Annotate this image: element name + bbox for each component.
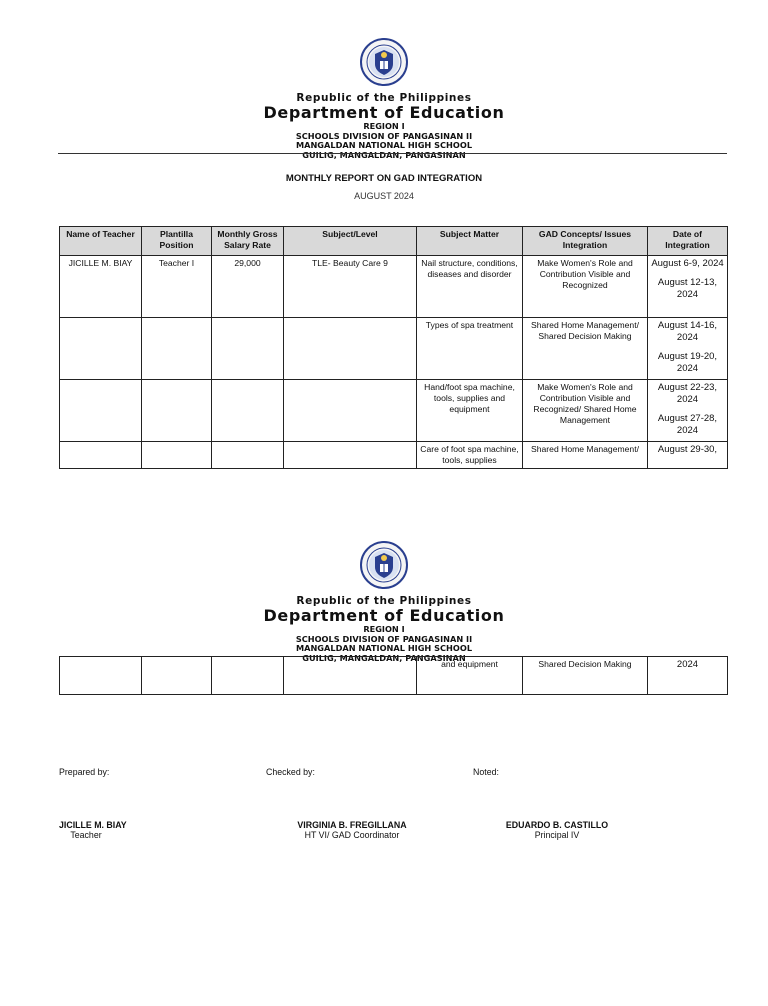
- col-header-salary: Monthly Gross Salary Rate: [212, 227, 284, 256]
- division-label: SCHOOLS DIVISION OF PANGASINAN II: [295, 633, 473, 644]
- noted-label: Noted:: [473, 767, 499, 777]
- col-header-name: Name of Teacher: [60, 227, 142, 256]
- table-row: [60, 657, 728, 695]
- gad-table: [59, 226, 728, 469]
- header-divider: [58, 153, 727, 154]
- department-title: Department of Education: [263, 606, 505, 625]
- table-row: [60, 318, 728, 380]
- cell-date: [648, 318, 728, 380]
- page-header: [0, 38, 768, 160]
- cell-date: [648, 380, 728, 442]
- cell-name: [60, 657, 142, 695]
- noted-title: Principal IV: [534, 830, 580, 840]
- school-label: MANGALDAN NATIONAL HIGH SCHOOL: [295, 643, 473, 653]
- cell-name: [60, 318, 142, 380]
- date-entry: August 12-13, 2024: [657, 277, 718, 300]
- table-row: [60, 256, 728, 318]
- report-title: MONTHLY REPORT ON GAD INTEGRATION: [285, 173, 483, 184]
- prepared-name: JICILLE M. BIAY: [59, 820, 127, 830]
- cell-matter: Hand/foot spa machine, tools, supplies and equipment: [417, 380, 523, 442]
- noted-signature: [494, 820, 620, 840]
- table-row: [60, 442, 728, 469]
- cell-subject: [284, 442, 417, 469]
- prepared-title: Teacher: [70, 830, 102, 840]
- table-row: [60, 380, 728, 442]
- noted-name: EDUARDO B. CASTILLO: [505, 820, 609, 830]
- date-entry: August 19-20, 2024: [657, 351, 718, 374]
- cell-gad: Shared Decision Making: [523, 657, 648, 695]
- date-entry: August 6-9, 2024: [651, 258, 724, 269]
- table-header-row: [60, 227, 728, 256]
- school-label: MANGALDAN NATIONAL HIGH SCHOOL: [295, 140, 473, 150]
- address-label: GUILIG, MANGALDAN, PANGASINAN: [302, 652, 466, 663]
- cell-date: [648, 256, 728, 318]
- cell-matter: Care of foot spa machine, tools, supplies: [417, 442, 523, 469]
- deped-seal-icon: [360, 38, 408, 86]
- cell-matter: Types of spa treatment: [417, 318, 523, 380]
- cell-name: [60, 380, 142, 442]
- cell-position: [142, 380, 212, 442]
- page-header: [0, 541, 768, 663]
- cell-subject: TLE- Beauty Care 9: [284, 256, 417, 318]
- checked-signature: [280, 820, 424, 840]
- cell-subject: [284, 318, 417, 380]
- cell-salary: [212, 442, 284, 469]
- col-header-position: Plantilla Position: [142, 227, 212, 256]
- cell-position: [142, 318, 212, 380]
- cell-position: [142, 442, 212, 469]
- col-header-matter: Subject Matter: [417, 227, 523, 256]
- republic-label: Republic of the Philippines: [296, 92, 472, 104]
- checked-name: VIRGINIA B. FREGILLANA: [297, 820, 407, 830]
- prepared-signature: [59, 820, 127, 840]
- cell-gad: Shared Home Management/ Shared Decision Making: [523, 318, 648, 380]
- deped-seal-icon: [360, 541, 408, 589]
- region-label: REGION I: [363, 121, 405, 131]
- cell-date: 2024: [648, 657, 728, 695]
- date-entry: August 27-28, 2024: [657, 413, 718, 436]
- cell-salary: [212, 318, 284, 380]
- col-header-date: Date of Integration: [648, 227, 728, 256]
- cell-gad: Shared Home Management/: [523, 442, 648, 469]
- checked-by-label: Checked by:: [266, 767, 315, 777]
- col-header-gad: GAD Concepts/ Issues Integration: [523, 227, 648, 256]
- department-title: Department of Education: [263, 103, 505, 122]
- cell-position: Teacher I: [142, 256, 212, 318]
- region-label: REGION I: [363, 624, 405, 634]
- cell-subject: [284, 380, 417, 442]
- cell-subject: [284, 657, 417, 695]
- date-entry: August 14-16, 2024: [657, 320, 718, 343]
- date-entry: August 29-30,: [657, 444, 718, 455]
- division-label: SCHOOLS DIVISION OF PANGASINAN II: [295, 130, 473, 141]
- checked-title: HT VI/ GAD Coordinator: [304, 830, 400, 840]
- col-header-subject: Subject/Level: [284, 227, 417, 256]
- cell-salary: [212, 657, 284, 695]
- cell-gad: Make Women's Role and Contribution Visible and Recognized/ Shared Home Management: [523, 380, 648, 442]
- report-month: AUGUST 2024: [354, 191, 414, 201]
- date-entry: August 22-23, 2024: [657, 382, 718, 405]
- cell-matter: Nail structure, conditions, diseases and disorder: [417, 256, 523, 318]
- cell-matter: and equipment: [417, 657, 523, 695]
- gad-table-continued: [59, 656, 728, 695]
- prepared-by-label: Prepared by:: [59, 767, 110, 777]
- cell-date: [648, 442, 728, 469]
- cell-position: [142, 657, 212, 695]
- cell-name: JICILLE M. BIAY: [60, 256, 142, 318]
- cell-salary: [212, 380, 284, 442]
- address-label: GUILIG, MANGALDAN, PANGASINAN: [302, 149, 466, 160]
- cell-salary: 29,000: [212, 256, 284, 318]
- cell-name: [60, 442, 142, 469]
- cell-gad: Make Women's Role and Contribution Visible and Recognized: [523, 256, 648, 318]
- republic-label: Republic of the Philippines: [296, 595, 472, 607]
